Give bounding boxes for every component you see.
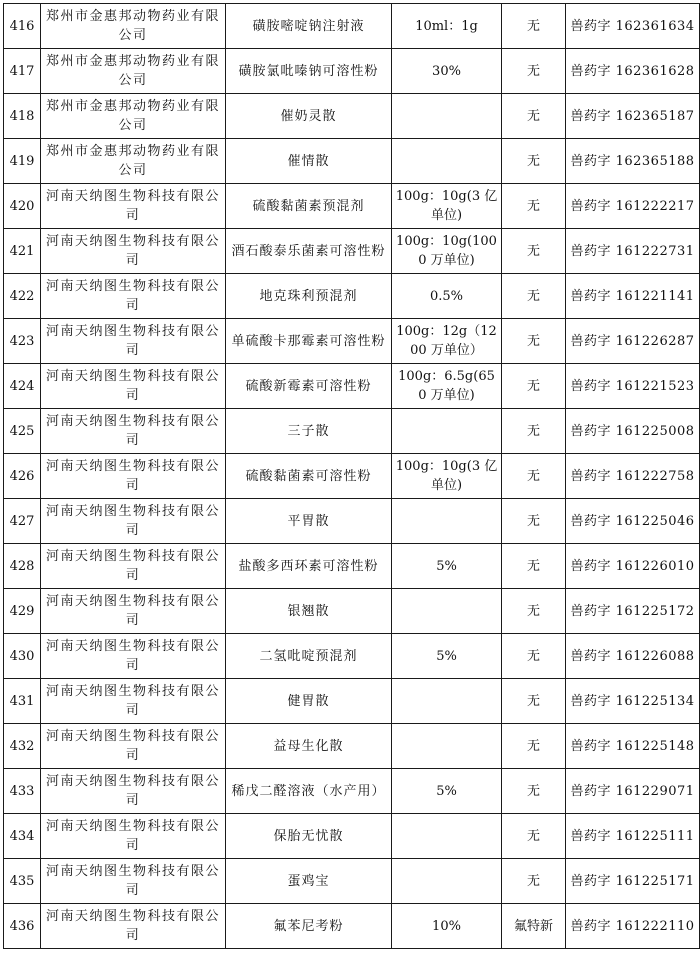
trade-name: 无 <box>502 319 566 364</box>
product-spec <box>392 679 502 724</box>
product-spec: 100g：6.5g(650 万单位) <box>392 364 502 409</box>
product-name: 三子散 <box>226 409 392 454</box>
product-name: 催奶灵散 <box>226 94 392 139</box>
table-row <box>4 4 700 49</box>
approval-number: 兽药字 161222217 <box>566 184 700 229</box>
product-spec: 5% <box>392 634 502 679</box>
product-spec <box>392 409 502 454</box>
trade-name: 无 <box>502 589 566 634</box>
product-name: 益母生化散 <box>226 724 392 769</box>
company-name: 河南天纳图生物科技有限公司 <box>41 589 226 634</box>
approval-number: 兽药字 161225171 <box>566 859 700 904</box>
company-name: 河南天纳图生物科技有限公司 <box>41 499 226 544</box>
row-number: 431 <box>4 679 41 724</box>
company-name: 河南天纳图生物科技有限公司 <box>41 814 226 859</box>
product-spec: 5% <box>392 544 502 589</box>
product-name: 酒石酸泰乐菌素可溶性粉 <box>226 229 392 274</box>
approval-number: 兽药字 161226010 <box>566 544 700 589</box>
trade-name: 无 <box>502 139 566 184</box>
table-row <box>4 904 700 949</box>
product-name: 地克珠利预混剂 <box>226 274 392 319</box>
product-spec <box>392 499 502 544</box>
trade-name: 无 <box>502 409 566 454</box>
product-name: 稀戊二醛溶液（水产用） <box>226 769 392 814</box>
veterinary-drug-approval-table <box>3 3 700 949</box>
company-name: 河南天纳图生物科技有限公司 <box>41 409 226 454</box>
row-number: 434 <box>4 814 41 859</box>
trade-name: 无 <box>502 544 566 589</box>
trade-name: 无 <box>502 184 566 229</box>
table-row <box>4 319 700 364</box>
company-name: 河南天纳图生物科技有限公司 <box>41 364 226 409</box>
product-spec: 100g：10g(1000 万单位) <box>392 229 502 274</box>
trade-name: 无 <box>502 634 566 679</box>
approval-number: 兽药字 161222110 <box>566 904 700 949</box>
company-name: 河南天纳图生物科技有限公司 <box>41 679 226 724</box>
row-number: 426 <box>4 454 41 499</box>
product-spec: 10ml：1g <box>392 4 502 49</box>
table-row <box>4 94 700 139</box>
approval-number: 兽药字 162365188 <box>566 139 700 184</box>
product-spec <box>392 94 502 139</box>
product-name: 硫酸新霉素可溶性粉 <box>226 364 392 409</box>
table-row <box>4 544 700 589</box>
product-spec <box>392 814 502 859</box>
approval-number: 兽药字 161226088 <box>566 634 700 679</box>
row-number: 422 <box>4 274 41 319</box>
row-number: 419 <box>4 139 41 184</box>
row-number: 425 <box>4 409 41 454</box>
row-number: 421 <box>4 229 41 274</box>
product-spec <box>392 139 502 184</box>
company-name: 郑州市金惠邦动物药业有限公司 <box>41 94 226 139</box>
table-row <box>4 139 700 184</box>
trade-name: 无 <box>502 4 566 49</box>
table-row <box>4 49 700 94</box>
product-spec <box>392 589 502 634</box>
company-name: 河南天纳图生物科技有限公司 <box>41 229 226 274</box>
table-row <box>4 859 700 904</box>
trade-name: 无 <box>502 364 566 409</box>
product-name: 磺胺嘧啶钠注射液 <box>226 4 392 49</box>
company-name: 河南天纳图生物科技有限公司 <box>41 724 226 769</box>
product-name: 磺胺氯吡嗪钠可溶性粉 <box>226 49 392 94</box>
company-name: 河南天纳图生物科技有限公司 <box>41 544 226 589</box>
row-number: 416 <box>4 4 41 49</box>
company-name: 郑州市金惠邦动物药业有限公司 <box>41 49 226 94</box>
table-row <box>4 454 700 499</box>
product-name: 盐酸多西环素可溶性粉 <box>226 544 392 589</box>
company-name: 河南天纳图生物科技有限公司 <box>41 274 226 319</box>
approval-number: 兽药字 161226287 <box>566 319 700 364</box>
trade-name: 无 <box>502 49 566 94</box>
product-name: 氟苯尼考粉 <box>226 904 392 949</box>
row-number: 424 <box>4 364 41 409</box>
product-name: 催情散 <box>226 139 392 184</box>
product-name: 单硫酸卡那霉素可溶性粉 <box>226 319 392 364</box>
product-spec: 30% <box>392 49 502 94</box>
approval-number: 兽药字 161221523 <box>566 364 700 409</box>
product-name: 硫酸黏菌素预混剂 <box>226 184 392 229</box>
approval-number: 兽药字 161221141 <box>566 274 700 319</box>
table-row <box>4 184 700 229</box>
product-name: 健胃散 <box>226 679 392 724</box>
product-spec: 10% <box>392 904 502 949</box>
row-number: 427 <box>4 499 41 544</box>
product-spec: 0.5% <box>392 274 502 319</box>
row-number: 428 <box>4 544 41 589</box>
table-row <box>4 499 700 544</box>
company-name: 河南天纳图生物科技有限公司 <box>41 634 226 679</box>
product-name: 二氢吡啶预混剂 <box>226 634 392 679</box>
row-number: 420 <box>4 184 41 229</box>
company-name: 河南天纳图生物科技有限公司 <box>41 769 226 814</box>
table-row <box>4 679 700 724</box>
trade-name: 无 <box>502 274 566 319</box>
row-number: 430 <box>4 634 41 679</box>
trade-name: 无 <box>502 229 566 274</box>
row-number: 436 <box>4 904 41 949</box>
company-name: 河南天纳图生物科技有限公司 <box>41 454 226 499</box>
table-row <box>4 769 700 814</box>
approval-number: 兽药字 161225111 <box>566 814 700 859</box>
product-spec <box>392 724 502 769</box>
trade-name: 无 <box>502 724 566 769</box>
table-row <box>4 409 700 454</box>
table-body <box>4 4 700 949</box>
product-name: 硫酸黏菌素可溶性粉 <box>226 454 392 499</box>
product-name: 保胎无忧散 <box>226 814 392 859</box>
table-row <box>4 364 700 409</box>
trade-name: 氟特新 <box>502 904 566 949</box>
approval-number: 兽药字 161229071 <box>566 769 700 814</box>
trade-name: 无 <box>502 454 566 499</box>
table-row <box>4 724 700 769</box>
product-spec: 100g：12g（1200 万单位） <box>392 319 502 364</box>
company-name: 河南天纳图生物科技有限公司 <box>41 904 226 949</box>
product-name: 蛋鸡宝 <box>226 859 392 904</box>
company-name: 郑州市金惠邦动物药业有限公司 <box>41 4 226 49</box>
product-spec <box>392 859 502 904</box>
company-name: 郑州市金惠邦动物药业有限公司 <box>41 139 226 184</box>
trade-name: 无 <box>502 499 566 544</box>
approval-number: 兽药字 161222758 <box>566 454 700 499</box>
product-spec: 5% <box>392 769 502 814</box>
approval-number: 兽药字 161225046 <box>566 499 700 544</box>
table-row <box>4 229 700 274</box>
table-row <box>4 634 700 679</box>
product-spec: 100g：10g(3 亿单位) <box>392 184 502 229</box>
approval-number: 兽药字 162365187 <box>566 94 700 139</box>
company-name: 河南天纳图生物科技有限公司 <box>41 184 226 229</box>
row-number: 435 <box>4 859 41 904</box>
row-number: 432 <box>4 724 41 769</box>
product-spec: 100g：10g(3 亿单位) <box>392 454 502 499</box>
row-number: 429 <box>4 589 41 634</box>
product-name: 平胃散 <box>226 499 392 544</box>
approval-number: 兽药字 161225148 <box>566 724 700 769</box>
row-number: 418 <box>4 94 41 139</box>
row-number: 423 <box>4 319 41 364</box>
product-name: 银翘散 <box>226 589 392 634</box>
approval-number: 兽药字 162361628 <box>566 49 700 94</box>
table-row <box>4 814 700 859</box>
trade-name: 无 <box>502 94 566 139</box>
approval-number: 兽药字 162361634 <box>566 4 700 49</box>
approval-number: 兽药字 161225008 <box>566 409 700 454</box>
approval-number: 兽药字 161225172 <box>566 589 700 634</box>
trade-name: 无 <box>502 814 566 859</box>
trade-name: 无 <box>502 769 566 814</box>
table-row <box>4 274 700 319</box>
approval-number: 兽药字 161222731 <box>566 229 700 274</box>
company-name: 河南天纳图生物科技有限公司 <box>41 859 226 904</box>
trade-name: 无 <box>502 859 566 904</box>
row-number: 433 <box>4 769 41 814</box>
table-row <box>4 589 700 634</box>
row-number: 417 <box>4 49 41 94</box>
trade-name: 无 <box>502 679 566 724</box>
approval-number: 兽药字 161225134 <box>566 679 700 724</box>
company-name: 河南天纳图生物科技有限公司 <box>41 319 226 364</box>
